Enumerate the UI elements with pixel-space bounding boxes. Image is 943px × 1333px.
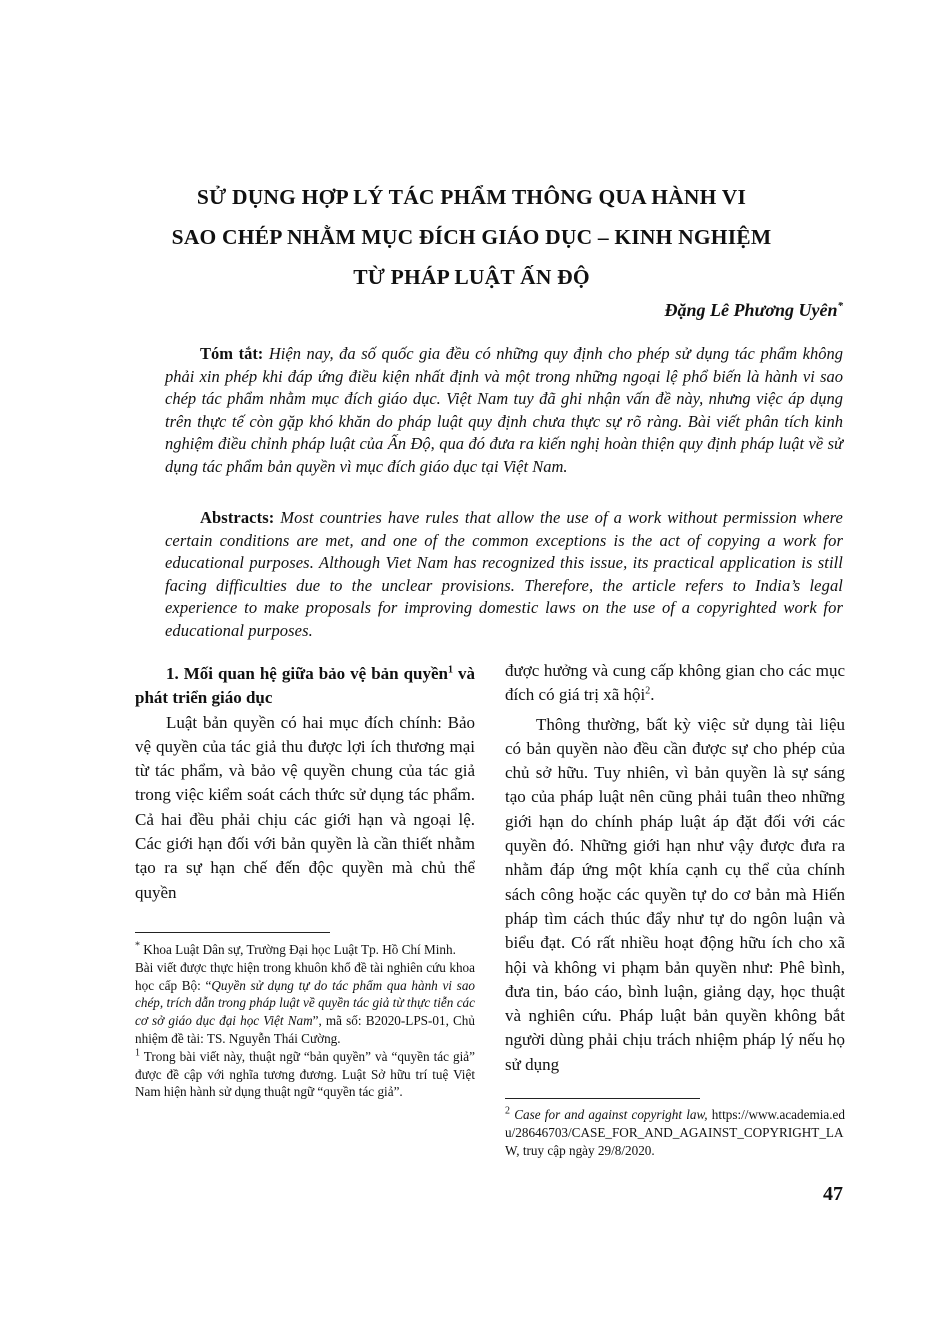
footnote-author-affiliation bbox=[135, 941, 475, 959]
section-1-paragraph-1-continued bbox=[505, 659, 845, 708]
page-number: 47 bbox=[823, 1183, 843, 1205]
footnote-2 bbox=[505, 1106, 845, 1159]
footnote-project-note bbox=[135, 959, 475, 1048]
author-footnote-marker: * bbox=[837, 300, 843, 312]
footnote-affiliation-text: Khoa Luật Dân sự, Trường Đại học Luật Tp. Hồ Chí Minh. bbox=[140, 942, 456, 957]
english-abstract bbox=[165, 507, 843, 642]
section-1-paragraph-2: Thông thường, bất kỳ việc sử dụng tài liệu có bản quyền nào đều cần được sự cho phép của chủ sở hữu. Tuy nhiên, vì bản quyền là sự sáng tạo của pháp luật nên cũng phải tuân theo những giới hạn do chính pháp luật áp đặt đối với các quyền đó. Những giới hạn như vậy được đưa ra nhằm đáp ứng một khía cạnh cụ thể của chính sách công hoặc các quyền tự do cơ bản mà Hiến pháp tìm cách thúc đẩy như tự do ngôn luận và biểu đạt. Có rất nhiều hoạt động hữu ích cho xã hội và không vi phạm bản quyền như: Phê bình, đưa tin, báo cáo, bình luận, giảng dạy, học thuật và nghiên cứu. Pháp luật bản quyền không bắt người dùng phải chịu trách nhiệm pháp lý nếu họ sử dụng bbox=[505, 714, 845, 1074]
footnote-2-url: https://www.academia.edu/28646703/CASE_FOR_AND_AGAINST_COPYRIGHT_LAW, bbox=[505, 1107, 845, 1158]
author-byline bbox=[665, 300, 843, 321]
footnote-1-text: Trong bài viết này, thuật ngữ “bản quyền” và “quyền tác giả” được đề cập với nghĩa tương đương. Luật Sở hữu trí tuệ Việt Nam hiện hành sử dụng thuật ngữ “quyền tác giả”. bbox=[135, 1048, 475, 1100]
footnote-2-marker: 2 bbox=[505, 1105, 510, 1117]
section-heading-part-1: 1. Mối quan hệ giữa bảo vệ bản quyền bbox=[166, 664, 449, 683]
footnote-star-marker: * bbox=[135, 940, 140, 952]
footnotes-left bbox=[135, 941, 475, 1101]
footnotes-right bbox=[505, 1106, 845, 1159]
footnote-2-title: Case for and against copyright law, bbox=[510, 1107, 708, 1122]
project-note-suffix: ”, mã số: B2020-LPS-01, Chủ nhiệm đề tài: TS. Nguyễn Thái Cường. bbox=[135, 1013, 475, 1046]
project-title: Quyền sử dụng tự do tác phẩm qua hành vi sao chép, trích dẫn trong pháp luật về quyền tác giả từ thực tiễn các cơ sở giáo dục đại học Việt Nam bbox=[135, 977, 476, 1029]
footnote-2-access-date: truy cập ngày 29/8/2020. bbox=[519, 1142, 655, 1158]
author-name: Đặng Lê Phương Uyên bbox=[664, 300, 838, 320]
title-line-2: SAO CHÉP NHẰM MỤC ĐÍCH GIÁO DỤC – KINH NGHIỆM bbox=[171, 225, 772, 249]
summary-text: Hiện nay, đa số quốc gia đều có những quy định cho phép sử dụng tác phẩm không phải xin phép khi đáp ứng điều kiện nhất định và một trong những ngoại lệ phổ biến là hành vi sao chép tác phẩm nhằm mục đích giáo dục. Việt Nam tuy đã ghi nhận vấn đề này, nhưng việc áp dụng trên thực tế còn gặp khó khăn do pháp luật quy định chưa thực sự rõ ràng. Bài viết phân tích kinh nghiệm điều chỉnh pháp luật của Ấn Độ, qua đó đưa ra kiến nghị hoàn thiện quy định pháp luật về sử dụng tác phẩm bản quyền vì mục đích giáo dục tại Việt Nam. bbox=[165, 344, 844, 476]
summary-label: Tóm tắt: bbox=[200, 344, 264, 363]
footnote-ref-2: 2 bbox=[645, 685, 651, 697]
footnote-divider-left bbox=[135, 932, 330, 933]
section-1-paragraph-1: Luật bản quyền có hai mục đích chính: Bảo vệ quyền của tác giả thu được lợi ích thương mại từ tác phẩm, và bảo vệ quyền chung của tác giả trong việc kiểm soát cách thức sử dụng tác phẩm. Cả hai đều phải chịu các giới hạn và ngoại lệ. Các giới hạn đối với bản quyền là cần thiết nhằm tạo ra sự hạn chế đến độc quyền mà chủ thể quyền bbox=[135, 712, 475, 902]
section-heading-part-2: và phát triển giáo dục bbox=[135, 664, 475, 708]
title-line-1: SỬ DỤNG HỢP LÝ TÁC PHẨM THÔNG QUA HÀNH VI bbox=[196, 185, 747, 209]
vietnamese-summary bbox=[165, 343, 843, 478]
paragraph-continued-end: . bbox=[650, 685, 655, 705]
footnote-1-marker: 1 bbox=[135, 1047, 140, 1059]
section-1-heading bbox=[135, 662, 475, 711]
footnote-ref-1: 1 bbox=[448, 664, 454, 676]
footnote-divider-right bbox=[505, 1098, 700, 1099]
paragraph-continued-text: được hưởng và cung cấp không gian cho các mục đích có giá trị xã hội bbox=[505, 661, 845, 705]
article-title bbox=[100, 177, 843, 297]
title-line-3: TỪ PHÁP LUẬT ẤN ĐỘ bbox=[353, 265, 590, 289]
abstract-label: Abstracts: bbox=[200, 508, 275, 527]
project-note-prefix: Bài viết được thực hiện trong khuôn khổ đề tài nghiên cứu khoa học cấp Bộ: “ bbox=[135, 959, 475, 993]
footnote-1 bbox=[135, 1048, 475, 1101]
left-column bbox=[135, 662, 475, 905]
abstract-text: Most countries have rules that allow the use of a work without permission where certain conditions are met, and one of the common exceptions is the act of copying a work for educational purposes. Although Viet Nam has recognized this issue, its practical application is still facing difficulties due to the unclear provisions. Therefore, the article refers to India’s legal experience to make proposals for improving domestic laws on the use of a copyrighted work for educational purposes. bbox=[165, 508, 843, 640]
right-column bbox=[505, 659, 845, 1077]
